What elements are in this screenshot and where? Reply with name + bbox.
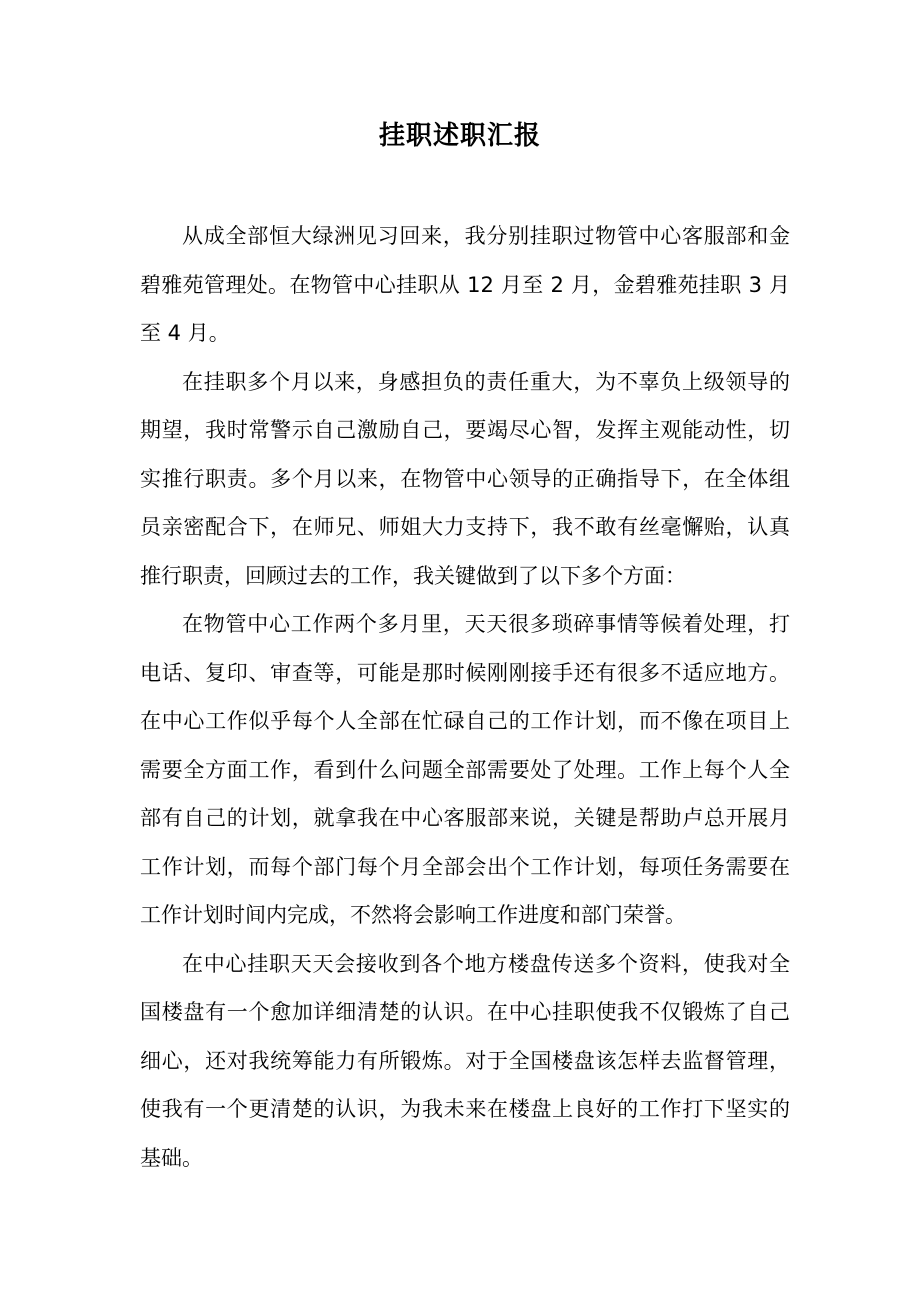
paragraph: 从成全部恒大绿洲见习回来，我分别挂职过物管中心客服部和金碧雅苑管理处。在物管中心挂职从 12 月至 2 月，金碧雅苑挂职 3 月至 4 月。 (140, 224, 790, 345)
document-title: 挂职述职汇报 (378, 121, 541, 151)
paragraph: 在挂职多个月以来，身感担负的责任重大，为不辜负上级领导的期望，我时常警示自己激励自己，要竭尽心智，发挥主观能动性，切实推行职责。多个月以来，在物管中心领导的正确指导下，在全体组员亲密配合下，在师兄、师姐大力支持下，我不敢有丝毫懈贻，认真推行职责，回顾过去的工作，我关键做到了以下多个方面： (140, 369, 790, 588)
paragraph: 在物管中心工作两个多月里，天天很多琐碎事情等候着处理，打电话、复印、审查等，可能是那时候刚刚接手还有很多不适应地方。在中心工作似乎每个人全部在忙碌自己的工作计划，而不像在项目上需要全方面工作，看到什么问题全部需要处了处理。工作上每个人全部有自己的计划，就拿我在中心客服部来说，关键是帮助卢总开展月工作计划，而每个部门每个月全部会出个工作计划，每项任务需要在工作计划时间内完成，不然将会影响工作进度和部门荣誉。 (140, 612, 790, 927)
paragraph: 在中心挂职天天会接收到各个地方楼盘传送多个资料，使我对全国楼盘有一个愈加详细清楚的认识。在中心挂职使我不仅锻炼了自己细心，还对我统筹能力有所锻炼。对于全国楼盘该怎样去监督管理，使我有一个更清楚的认识，为我未来在楼盘上良好的工作打下坚实的基础。 (140, 951, 790, 1170)
document-body (140, 212, 790, 1182)
